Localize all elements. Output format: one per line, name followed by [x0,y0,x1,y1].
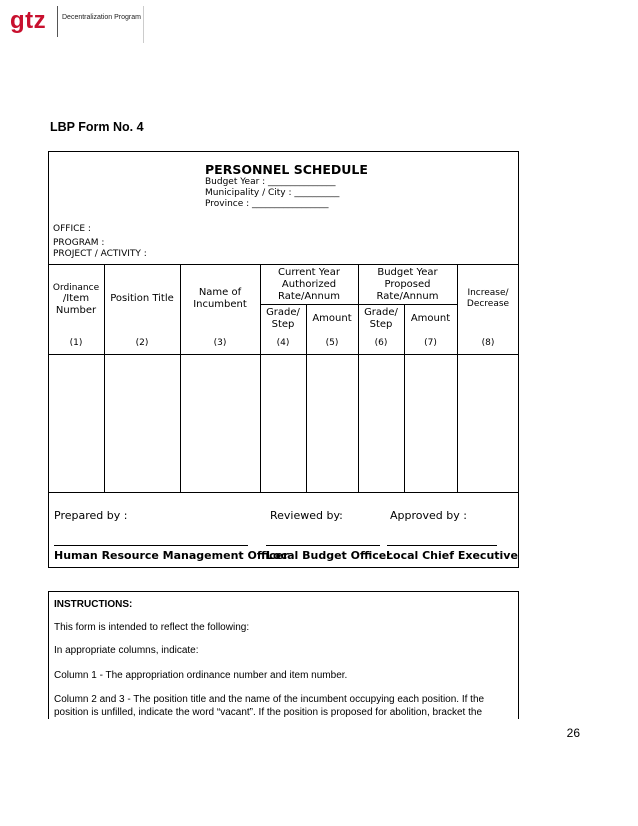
col-number-3: (3) [213,338,227,348]
table-top-line [48,264,519,265]
budget-year-line3: Rate/Annum [376,291,439,302]
instruction-line: In appropriate columns, indicate: [54,645,199,656]
col-number-4: (4) [276,338,290,348]
col-number-7: (7) [424,338,437,348]
subheader-line-current [260,304,358,305]
col-name-line1: Name of [198,287,242,298]
hr-signature-line [54,545,248,546]
budget-year-line2: Proposed [384,279,431,290]
logo-divider [57,6,58,37]
municipality-field: Municipality / City : __________ [205,188,340,198]
col-divider-4 [306,304,307,492]
budget-signature-line [266,545,380,546]
chief-exec-title: Local Chief Executive [386,549,518,562]
col-number-2: (2) [135,338,149,348]
exec-signature-line [387,545,497,546]
office-field: OFFICE : [53,224,91,234]
program-field: PROGRAM : [53,238,105,248]
form-title: PERSONNEL SCHEDULE [205,162,368,177]
col-number-6: (6) [374,338,388,348]
budget-officer-title: Local Budget Officer [266,549,392,562]
col-number-5: (5) [325,338,339,348]
subheader-line-budget [358,304,457,305]
logo-divider-light [143,6,144,43]
current-year-line2: Authorized [281,279,337,290]
instruction-line: This form is intended to reflect the following: [54,622,250,633]
approved-by-label: Approved by : [390,509,467,522]
body-bottom-line [48,492,519,493]
col-ordinance-line3: Number [55,305,97,316]
budget-year-line1: Budget Year [377,267,438,278]
instructions-heading: INSTRUCTIONS: [54,599,133,610]
budget-grade-line1: Grade/ [364,307,398,318]
col-divider-6 [404,304,405,492]
current-grade-line1: Grade/ [266,307,300,318]
prepared-by-label: Prepared by : [54,509,128,522]
current-year-line3: Rate/Annum [278,291,340,302]
budget-amount: Amount [410,313,451,324]
current-year-line1: Current Year [278,267,340,278]
col-name-line2: Incumbent [193,299,247,310]
instruction-line: Column 2 and 3 - The position title and the name of the incumbent occupying each position. If the [54,694,485,705]
col-position-title: Position Title [110,293,174,304]
page-number: 26 [566,726,580,740]
hr-officer-title: Human Resource Management Officer [54,549,289,562]
col-increase-line1: Increase/ [467,288,509,298]
col-ordinance-line1: Ordinance [52,283,100,293]
col-number-8: (8) [481,338,495,348]
project-field: PROJECT / ACTIVITY : [53,249,147,259]
instruction-line: Column 1 - The appropriation ordinance number and item number. [54,670,348,681]
col-number-1: (1) [69,338,83,348]
col-ordinance-line2: /Item [62,293,90,304]
form-number: LBP Form No. 4 [50,120,144,134]
header-bottom-line [48,354,519,355]
program-name: Decentralization Program [62,14,141,21]
budget-grade-line2: Step [369,319,393,330]
current-grade-line2: Step [271,319,295,330]
personnel-schedule-form [48,151,519,568]
gtz-logo: gtz [10,7,47,34]
instruction-line: position is unfilled, indicate the word “vacant”. If the position is proposed for abolition, bracket the [54,707,483,718]
current-amount: Amount [312,313,352,324]
budget-year-field: Budget Year : _______________ [205,177,336,187]
col-increase-line2: Decrease [466,299,510,309]
province-field: Province : _________________ [205,199,329,209]
reviewed-by-label: Reviewed by: [270,509,343,522]
